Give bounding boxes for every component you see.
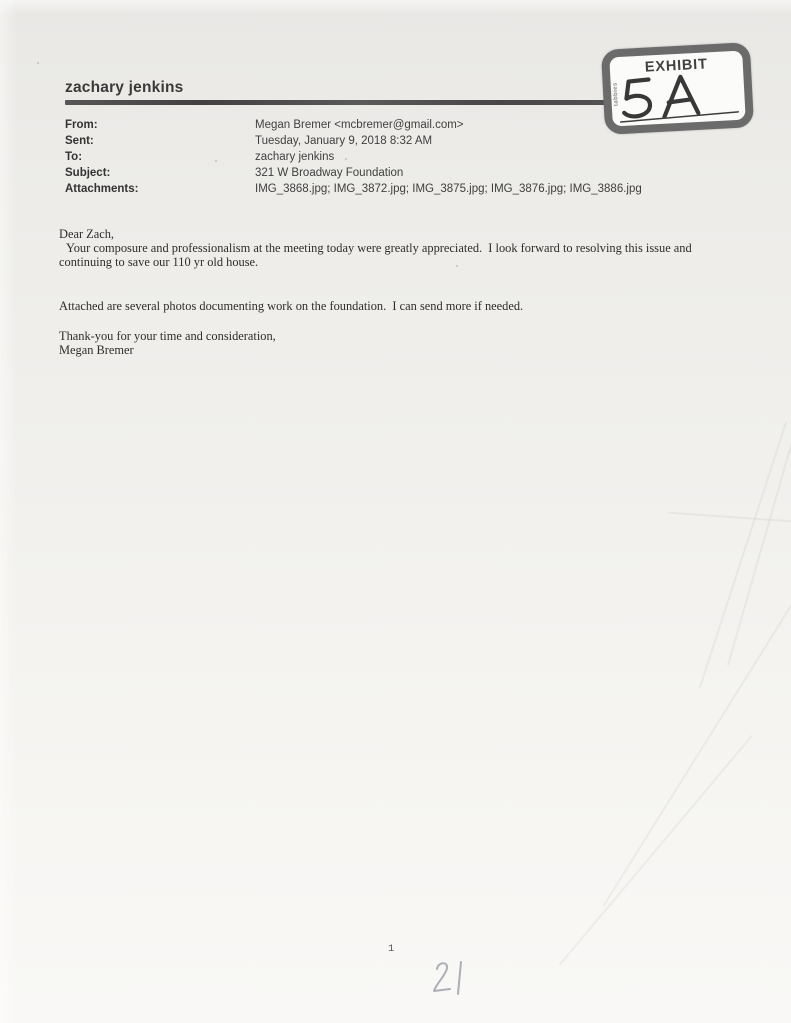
field-label: Sent: [65, 135, 94, 147]
dust-speck [215, 160, 217, 162]
crease-artifact [559, 734, 753, 965]
dust-speck [345, 158, 347, 160]
closing-line: Thank-you for your time and consideration, [59, 329, 276, 343]
field-row-attachments [65, 181, 642, 197]
dust-speck [456, 265, 458, 267]
field-row-from [65, 117, 642, 133]
salutation: Dear Zach, [59, 227, 115, 241]
email-header-fields [65, 117, 642, 197]
body-paragraph-2: Attached are several photos documenting work on the foundation. I can send more if needed. [59, 299, 524, 313]
signature: Megan Bremer [59, 343, 134, 357]
field-row-subject [65, 165, 642, 181]
field-value: 321 W Broadway Foundation [255, 167, 404, 179]
exhibit-stamp [601, 42, 754, 135]
dust-speck [37, 62, 39, 64]
field-label: Attachments: [65, 183, 139, 195]
page-number: 1 [388, 943, 395, 955]
field-value: Megan Bremer <mcbremer@gmail.com> [255, 119, 464, 131]
tabbies-brand-text: tabbies [612, 82, 620, 107]
handwritten-pencil-number [428, 958, 472, 998]
email-body [59, 227, 737, 357]
field-label: To: [65, 151, 83, 163]
field-row-sent [65, 133, 642, 149]
field-value: Tuesday, January 9, 2018 8:32 AM [255, 135, 433, 147]
field-label: From: [65, 119, 98, 131]
page-title: zachary jenkins [65, 79, 184, 96]
body-paragraph-1: Your composure and professionalism at the meeting today were greatly appreciated. I look forward to resolving this issue and continuing to save our 110 yr old house. [59, 241, 695, 269]
exhibit-number-handwritten [616, 69, 742, 125]
header-rule [65, 100, 606, 105]
crease-artifact [699, 422, 787, 689]
field-label: Subject: [65, 167, 111, 179]
field-value: zachary jenkins [255, 151, 335, 163]
crease-artifact [727, 434, 791, 665]
field-row-to [65, 149, 642, 165]
crease-artifact [602, 583, 791, 906]
exhibit-label: EXHIBIT [644, 56, 709, 76]
field-value: IMG_3868.jpg; IMG_3872.jpg; IMG_3875.jpg; IMG_3876.jpg; IMG_3886.jpg [255, 183, 642, 195]
